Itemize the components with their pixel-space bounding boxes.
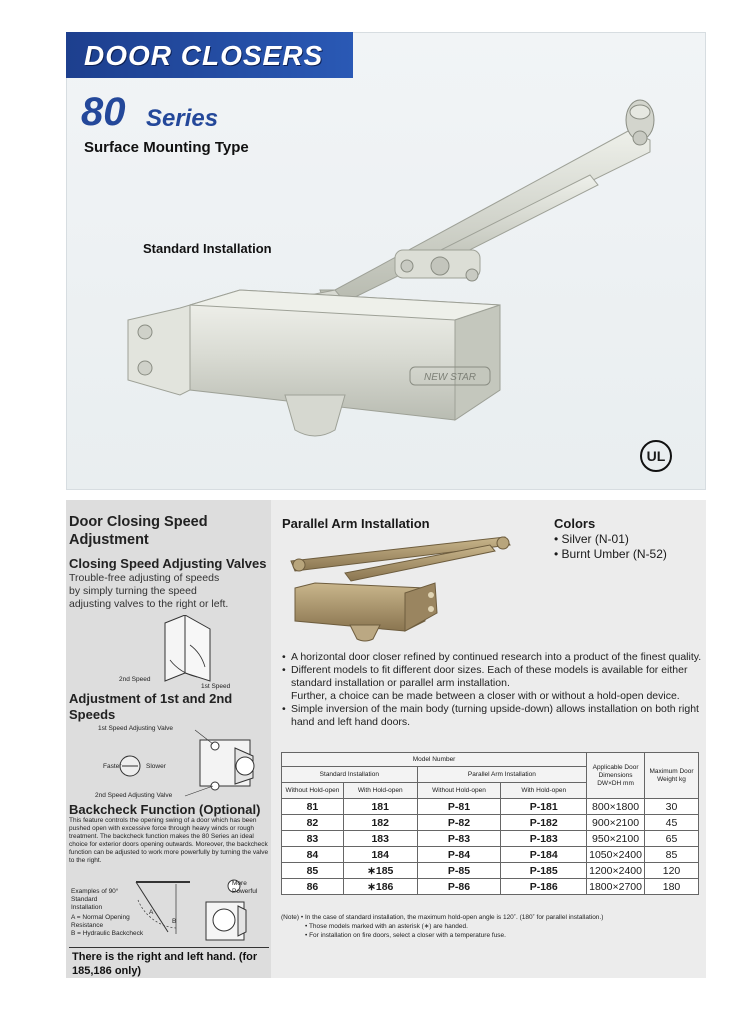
ul-certification-mark: UL xyxy=(640,440,672,472)
color-option-label: Silver (N-01) xyxy=(561,532,629,546)
label-b: B xyxy=(172,918,177,925)
table-cell-std-without: 83 xyxy=(282,831,344,847)
table-cell-weight: 85 xyxy=(645,847,699,863)
first-speed-label: 1st Speed xyxy=(201,683,231,690)
table-row xyxy=(282,799,699,815)
second-valve-label: 2nd Speed Adjusting Valve xyxy=(95,792,173,799)
backcheck-description: This feature controls the opening swing of a door which has been pushed open with excessive force through heavy winds or rough treatment. The backcheck function makes the 80 Series an ideal choice for exterior doors opening outwards. Moreover, the backcheck function can be adjusted to work more powerfully by turning the valve to the right. xyxy=(69,817,269,864)
table-cell-weight: 120 xyxy=(645,863,699,879)
table-cell-std-with: 183 xyxy=(343,831,417,847)
speed-adjust-heading: Adjustment of 1st and 2nd Speeds xyxy=(69,691,233,722)
spec-table-body xyxy=(282,799,699,895)
brand-text: NEW STAR xyxy=(423,372,477,383)
parallel-installation-header: Parallel Arm Installation xyxy=(417,767,586,783)
table-cell-std-without: 86 xyxy=(282,879,344,895)
table-row xyxy=(282,863,699,879)
table-cell-std-with: 184 xyxy=(343,847,417,863)
table-cell-par-with: P-185 xyxy=(501,863,587,879)
color-option-burnt-umber: • Burnt Umber (N-52) xyxy=(554,547,667,561)
table-cell-weight: 30 xyxy=(645,799,699,815)
hydraulic-backcheck-label: B = Hydraulic Backcheck xyxy=(71,930,144,937)
second-speed-label: 2nd Speed xyxy=(119,676,151,683)
par-without-holdopen-header: Without Hold-open xyxy=(417,783,501,799)
color-option-label: Burnt Umber (N-52) xyxy=(561,547,667,561)
table-cell-par-without: P-86 xyxy=(417,879,501,895)
sidebar-divider xyxy=(69,947,269,948)
backcheck-heading: Backcheck Function (Optional) xyxy=(69,802,261,817)
parallel-arm-product-image xyxy=(285,533,515,643)
max-weight-header: Maximum Door Weight kg xyxy=(645,753,699,799)
table-row xyxy=(282,847,699,863)
standard-installation-header: Standard Installation xyxy=(282,767,418,783)
table-cell-std-without: 81 xyxy=(282,799,344,815)
table-cell-par-with: P-181 xyxy=(501,799,587,815)
table-cell-dims: 1800×2700 xyxy=(587,879,645,895)
table-cell-std-with: ∗185 xyxy=(343,863,417,879)
feature-bullet-continuation: Further, a choice can be made between a closer with or without a hold-open device. xyxy=(291,690,680,702)
feature-bullet: • Simple inversion of the main body (turning upside-down) allows installation on both right hand and left hand doors. xyxy=(282,703,702,729)
table-cell-par-with: P-183 xyxy=(501,831,587,847)
backcheck-examples-label: Examples of 90° Standard Installation xyxy=(71,888,119,911)
table-cell-std-with: 182 xyxy=(343,815,417,831)
standard-installation-label: Standard Installation xyxy=(143,241,272,256)
valves-description: Trouble-free adjusting of speeds by simply turning the speed adjusting valves to the right or left. xyxy=(69,572,229,610)
table-note: • For installation on fire doors, select a closer with a temperature fuse. xyxy=(305,932,506,939)
table-cell-par-without: P-82 xyxy=(417,815,501,831)
table-cell-par-without: P-84 xyxy=(417,847,501,863)
adjusting-valve-diagram xyxy=(105,728,265,800)
table-cell-par-with: P-186 xyxy=(501,879,587,895)
table-cell-std-without: 85 xyxy=(282,863,344,879)
feature-bullets xyxy=(282,651,702,729)
table-row xyxy=(282,831,699,847)
table-cell-par-without: P-81 xyxy=(417,799,501,815)
table-cell-par-without: P-83 xyxy=(417,831,501,847)
table-cell-std-without: 84 xyxy=(282,847,344,863)
page-subtitle: Surface Mounting Type xyxy=(84,139,249,156)
door-dimensions-header: Applicable Door Dimensions DW×DH mm xyxy=(587,753,645,799)
valves-heading: Closing Speed Adjusting Valves xyxy=(69,556,267,571)
feature-bullet: • A horizontal door closer refined by continued research into a product of the finest quality. xyxy=(282,651,702,664)
color-option-silver: • Silver (N-01) xyxy=(554,532,629,546)
first-valve-label: 1st Speed Adjusting Valve xyxy=(98,725,174,732)
label-a: A xyxy=(149,909,154,916)
table-cell-weight: 180 xyxy=(645,879,699,895)
table-cell-std-with: ∗186 xyxy=(343,879,417,895)
table-cell-weight: 65 xyxy=(645,831,699,847)
speed-adjustment-heading: Door Closing Speed Adjustment xyxy=(69,514,208,548)
table-row xyxy=(282,879,699,895)
table-note: • Those models marked with an asterisk (∗) are handed. xyxy=(305,923,468,930)
model-spec-table xyxy=(281,752,699,895)
handed-note: There is the right and left hand. (for 185,186 only) xyxy=(72,951,258,977)
feature-bullet: • Different models to fit different door sizes. Each of these models is available for either standard installation or parallel arm installation. xyxy=(282,664,702,690)
normal-resistance-label: A = Normal Opening Resistance xyxy=(71,914,130,929)
banner-title: DOOR CLOSERS xyxy=(66,32,353,78)
slower-label: Slower xyxy=(146,763,166,770)
std-without-holdopen-header: Without Hold-open xyxy=(282,783,344,799)
table-cell-par-without: P-85 xyxy=(417,863,501,879)
parallel-arm-heading: Parallel Arm Installation xyxy=(282,516,430,531)
table-cell-par-with: P-182 xyxy=(501,815,587,831)
faster-label: Faster xyxy=(103,763,122,770)
table-notes xyxy=(281,913,701,940)
series-word: Series xyxy=(146,105,219,132)
colors-heading: Colors xyxy=(554,516,596,531)
table-note: (Note) • In the case of standard installation, the maximum hold-open angle is 120˚. (180˚ for parallel installation.) xyxy=(281,914,604,921)
series-number: 80 xyxy=(81,90,126,134)
more-powerful-label: More Powerful xyxy=(232,880,258,895)
par-with-holdopen-header: With Hold-open xyxy=(501,783,587,799)
std-with-holdopen-header: With Hold-open xyxy=(343,783,417,799)
table-cell-dims: 900×2100 xyxy=(587,815,645,831)
table-cell-dims: 1050×2400 xyxy=(587,847,645,863)
table-cell-std-without: 82 xyxy=(282,815,344,831)
table-cell-dims: 1200×2400 xyxy=(587,863,645,879)
table-cell-weight: 45 xyxy=(645,815,699,831)
table-cell-dims: 800×1800 xyxy=(587,799,645,815)
door-closer-product-image xyxy=(120,90,680,450)
table-cell-dims: 950×2100 xyxy=(587,831,645,847)
table-cell-std-with: 181 xyxy=(343,799,417,815)
table-cell-par-with: P-184 xyxy=(501,847,587,863)
table-row xyxy=(282,815,699,831)
model-number-header: Model Number xyxy=(282,753,587,767)
